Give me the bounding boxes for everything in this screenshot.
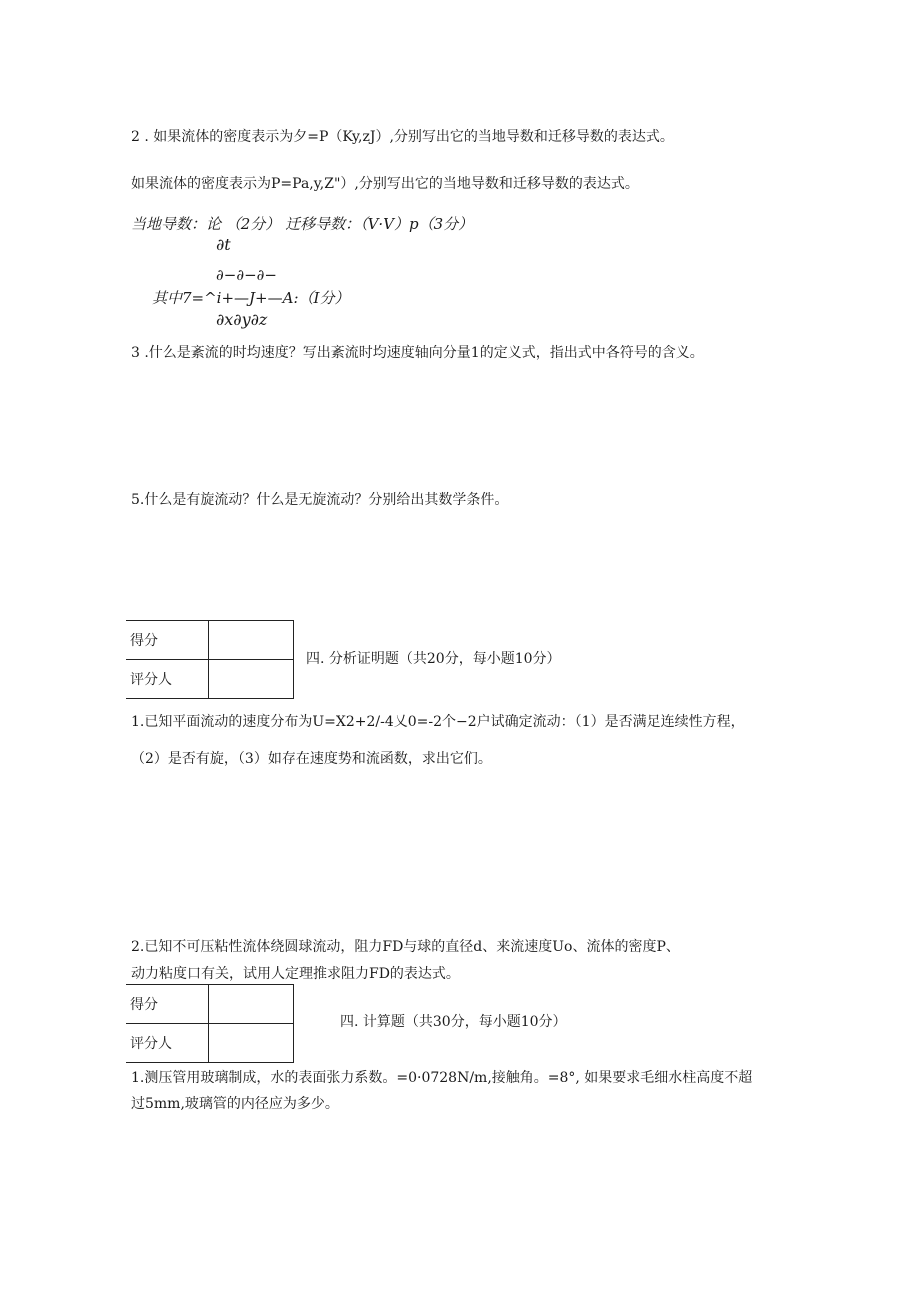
calc-q1-line1: 1.测压管用玻璃制成，水的表面张力系数。=0·0728N/m,接触角。=8°, 如果要求毛细水柱高度不超 xyxy=(131,1070,753,1086)
calc-q1-line2: 过5mm,玻璃管的内径应为多少。 xyxy=(131,1096,339,1112)
nabla-definition: 其中7=^i+—J+—A:（I分） xyxy=(152,289,350,307)
analysis-q1-line2: （2）是否有旋，（3）如存在速度势和流函数，求出它们。 xyxy=(131,751,492,767)
question-3: 3 .什么是紊流的时均速度？写出紊流时均速度轴向分量1的定义式，指出式中各符号的含义。 xyxy=(131,345,704,361)
question-5: 5.什么是有旋流动？什么是无旋流动？分别给出其数学条件。 xyxy=(131,492,509,508)
analysis-q2-line2: 动力粘度口有关，试用人定理推求阻力FD的表达式。 xyxy=(131,966,460,982)
section-calc-title: 四. 计算题（共30分，每小题10分） xyxy=(340,1014,567,1030)
question-2-line1: 2 . 如果流体的密度表示为夕=P（Ky,zJ）,分别写出它的当地导数和迁移导数的表达式。 xyxy=(131,129,674,145)
score-cell[interactable] xyxy=(209,985,294,1024)
score-box-1 xyxy=(126,620,294,699)
score-cell[interactable] xyxy=(209,621,294,660)
question-2-line2: 如果流体的密度表示为P=Pa,y,Z"）,分别写出它的当地导数和迁移导数的表达式。 xyxy=(131,176,639,192)
partial-t: ∂t xyxy=(216,235,231,254)
grader-cell[interactable] xyxy=(209,1024,294,1063)
answer-derivatives: 当地导数：论 （2分） 迁移导数：（V·V）p（3分） xyxy=(131,215,474,233)
grader-cell[interactable] xyxy=(209,660,294,699)
grader-label: 评分人 xyxy=(126,660,209,699)
partials-top: ∂−∂−∂− xyxy=(216,266,277,284)
partials-bottom: ∂x∂y∂z xyxy=(216,310,268,329)
score-label: 得分 xyxy=(126,621,209,660)
score-label: 得分 xyxy=(126,985,209,1024)
analysis-q1-line1: 1.已知平面流动的速度分布为U=X2+2/-4乂0=-2个−2户试确定流动：（1）是否满足连续性方程， xyxy=(131,714,745,730)
grader-label: 评分人 xyxy=(126,1024,209,1063)
section-analysis-title: 四. 分析证明题（共20分，每小题10分） xyxy=(306,651,561,667)
analysis-q2-line1: 2.已知不可压粘性流体绕圆球流动，阻力FD与球的直径d、来流速度Uo、流体的密度P、 xyxy=(131,939,680,955)
score-box-2 xyxy=(126,984,294,1063)
